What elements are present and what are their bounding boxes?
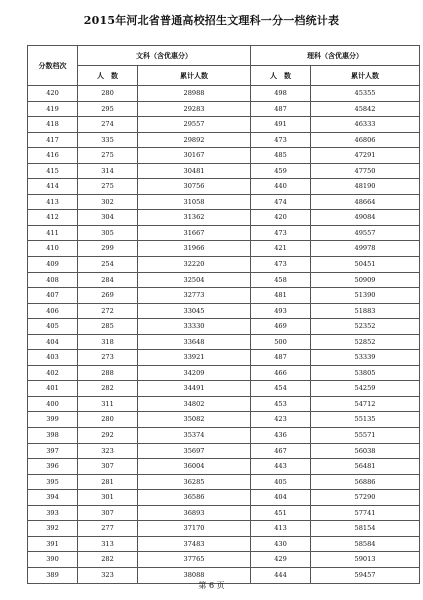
science-cumulative-cell: 52852 (311, 334, 420, 350)
score-cell: 405 (28, 319, 78, 335)
science-cumulative-cell: 52352 (311, 319, 420, 335)
science-count-cell: 473 (251, 132, 311, 148)
arts-cumulative-cell: 33921 (138, 350, 251, 366)
arts-cumulative-cell: 33648 (138, 334, 251, 350)
score-cell: 392 (28, 521, 78, 537)
table-row (28, 210, 420, 226)
arts-count-cell: 323 (78, 567, 138, 583)
arts-cumulative-cell: 36004 (138, 459, 251, 475)
arts-cumulative-cell: 38088 (138, 567, 251, 583)
science-group-header: 理科（含优惠分） (251, 46, 420, 66)
score-cell: 409 (28, 257, 78, 273)
science-count-cell: 458 (251, 272, 311, 288)
science-cumulative-cell: 46333 (311, 117, 420, 133)
arts-cumulative-cell: 31966 (138, 241, 251, 257)
science-cumulative-cell: 59457 (311, 567, 420, 583)
science-count-cell: 481 (251, 288, 311, 304)
score-cell: 398 (28, 428, 78, 444)
arts-count-cell: 301 (78, 490, 138, 506)
science-count-cell: 453 (251, 396, 311, 412)
science-count-cell: 430 (251, 536, 311, 552)
table-row (28, 350, 420, 366)
arts-cumulative-cell: 35697 (138, 443, 251, 459)
arts-count-cell: 299 (78, 241, 138, 257)
arts-cumulative-cell: 36586 (138, 490, 251, 506)
table-row (28, 412, 420, 428)
science-count-cell: 444 (251, 567, 311, 583)
table-row (28, 117, 420, 133)
science-cumulative-cell: 53339 (311, 350, 420, 366)
arts-cumulative-cell: 31667 (138, 225, 251, 241)
score-cell: 408 (28, 272, 78, 288)
arts-group-header: 文科（含优惠分） (78, 46, 251, 66)
science-count-cell: 487 (251, 101, 311, 117)
science-cumulative-cell: 58584 (311, 536, 420, 552)
science-count-cell: 459 (251, 163, 311, 179)
science-count-cell: 443 (251, 459, 311, 475)
arts-count-cell: 281 (78, 474, 138, 490)
score-column-header: 分数档次 (28, 46, 78, 86)
table-row (28, 241, 420, 257)
science-cumulative-cell: 45842 (311, 101, 420, 117)
arts-cumulative-cell: 35374 (138, 428, 251, 444)
arts-count-cell: 273 (78, 350, 138, 366)
arts-count-cell: 318 (78, 334, 138, 350)
arts-cumulative-cell: 30167 (138, 148, 251, 164)
science-cumulative-cell: 48664 (311, 194, 420, 210)
arts-cumulative-cell: 34209 (138, 365, 251, 381)
science-count-cell: 493 (251, 303, 311, 319)
science-count-cell: 469 (251, 319, 311, 335)
science-count-cell: 405 (251, 474, 311, 490)
score-cell: 413 (28, 194, 78, 210)
score-cell: 412 (28, 210, 78, 226)
arts-count-cell: 282 (78, 381, 138, 397)
score-cell: 403 (28, 350, 78, 366)
science-cumulative-cell: 55135 (311, 412, 420, 428)
science-cumulative-cell: 51883 (311, 303, 420, 319)
page-number: 第 6 页 (198, 581, 225, 590)
science-cumulative-cell: 47291 (311, 148, 420, 164)
science-cumulative-cell: 56481 (311, 459, 420, 475)
score-cell: 406 (28, 303, 78, 319)
arts-count-cell: 275 (78, 148, 138, 164)
table-row (28, 365, 420, 381)
arts-count-cell: 305 (78, 225, 138, 241)
score-cell: 418 (28, 117, 78, 133)
score-cell: 402 (28, 365, 78, 381)
arts-cumulative-cell: 37765 (138, 552, 251, 568)
science-cumulative-cell: 49084 (311, 210, 420, 226)
science-count-cell: 440 (251, 179, 311, 195)
score-cell: 401 (28, 381, 78, 397)
science-cumulative-cell: 58154 (311, 521, 420, 537)
table-row (28, 428, 420, 444)
science-cumulative-cell: 47750 (311, 163, 420, 179)
arts-count-cell: 307 (78, 505, 138, 521)
table-row (28, 505, 420, 521)
arts-cumulative-cell: 33045 (138, 303, 251, 319)
table-row (28, 303, 420, 319)
arts-count-cell: 307 (78, 459, 138, 475)
table-row (28, 396, 420, 412)
science-cumulative-cell: 55571 (311, 428, 420, 444)
science-count-cell: 473 (251, 257, 311, 273)
arts-count-cell: 323 (78, 443, 138, 459)
score-cell: 396 (28, 459, 78, 475)
science-count-cell: 500 (251, 334, 311, 350)
science-count-cell: 467 (251, 443, 311, 459)
page-title: 2015年河北省普通高校招生文理科一分一档统计表 (83, 14, 340, 27)
science-count-cell: 423 (251, 412, 311, 428)
science-cumulative-cell: 54259 (311, 381, 420, 397)
score-cell: 394 (28, 490, 78, 506)
science-cumulative-cell: 56038 (311, 443, 420, 459)
arts-count-cell: 288 (78, 365, 138, 381)
table-row (28, 536, 420, 552)
arts-cumulative-cell: 31362 (138, 210, 251, 226)
score-cell: 410 (28, 241, 78, 257)
arts-cumulative-cell: 37170 (138, 521, 251, 537)
score-cell: 404 (28, 334, 78, 350)
science-cumulative-cell: 50451 (311, 257, 420, 273)
table-row (28, 148, 420, 164)
science-cumulative-cell: 50909 (311, 272, 420, 288)
score-cell: 411 (28, 225, 78, 241)
arts-cumulative-cell: 34491 (138, 381, 251, 397)
score-cell: 419 (28, 101, 78, 117)
arts-count-cell: 277 (78, 521, 138, 537)
science-count-cell: 485 (251, 148, 311, 164)
science-cumulative-cell: 45355 (311, 86, 420, 102)
science-count-cell: 454 (251, 381, 311, 397)
arts-cumulative-cell: 32220 (138, 257, 251, 273)
table-row (28, 490, 420, 506)
arts-count-cell: 282 (78, 552, 138, 568)
score-cell: 415 (28, 163, 78, 179)
science-cumulative-cell: 54712 (311, 396, 420, 412)
science-cumulative-header: 累计人数 (311, 66, 420, 86)
score-distribution-table (27, 45, 420, 584)
science-cumulative-cell: 57741 (311, 505, 420, 521)
table-row (28, 225, 420, 241)
science-count-cell: 436 (251, 428, 311, 444)
arts-cumulative-cell: 29283 (138, 101, 251, 117)
table-row (28, 443, 420, 459)
arts-count-cell: 269 (78, 288, 138, 304)
table-row (28, 521, 420, 537)
table-row (28, 257, 420, 273)
table-row (28, 334, 420, 350)
arts-count-cell: 311 (78, 396, 138, 412)
arts-count-cell: 284 (78, 272, 138, 288)
score-cell: 417 (28, 132, 78, 148)
table-row (28, 194, 420, 210)
table-row (28, 288, 420, 304)
score-cell: 397 (28, 443, 78, 459)
science-cumulative-cell: 56886 (311, 474, 420, 490)
score-cell: 420 (28, 86, 78, 102)
score-cell: 390 (28, 552, 78, 568)
arts-cumulative-cell: 32773 (138, 288, 251, 304)
arts-count-cell: 302 (78, 194, 138, 210)
table-row (28, 272, 420, 288)
arts-count-cell: 313 (78, 536, 138, 552)
table-row (28, 474, 420, 490)
science-cumulative-cell: 49557 (311, 225, 420, 241)
arts-count-cell: 280 (78, 412, 138, 428)
science-count-cell: 473 (251, 225, 311, 241)
science-count-cell: 498 (251, 86, 311, 102)
science-count-cell: 404 (251, 490, 311, 506)
arts-cumulative-cell: 34802 (138, 396, 251, 412)
science-cumulative-cell: 59013 (311, 552, 420, 568)
arts-cumulative-cell: 30481 (138, 163, 251, 179)
arts-cumulative-cell: 36285 (138, 474, 251, 490)
arts-count-cell: 304 (78, 210, 138, 226)
arts-count-cell: 275 (78, 179, 138, 195)
table-body (28, 86, 420, 584)
science-count-cell: 487 (251, 350, 311, 366)
science-count-cell: 413 (251, 521, 311, 537)
score-cell: 393 (28, 505, 78, 521)
table-row (28, 552, 420, 568)
table-header (28, 46, 420, 86)
arts-cumulative-cell: 28988 (138, 86, 251, 102)
science-count-cell: 421 (251, 241, 311, 257)
table-row (28, 132, 420, 148)
score-cell: 407 (28, 288, 78, 304)
arts-count-cell: 274 (78, 117, 138, 133)
arts-count-cell: 254 (78, 257, 138, 273)
arts-count-header: 人 数 (78, 66, 138, 86)
table-row (28, 459, 420, 475)
arts-cumulative-cell: 31058 (138, 194, 251, 210)
table-row (28, 381, 420, 397)
science-count-cell: 429 (251, 552, 311, 568)
arts-cumulative-cell: 29557 (138, 117, 251, 133)
arts-count-cell: 292 (78, 428, 138, 444)
score-cell: 391 (28, 536, 78, 552)
score-cell: 389 (28, 567, 78, 583)
score-cell: 395 (28, 474, 78, 490)
score-cell: 400 (28, 396, 78, 412)
science-cumulative-cell: 57290 (311, 490, 420, 506)
science-cumulative-cell: 49978 (311, 241, 420, 257)
arts-count-cell: 335 (78, 132, 138, 148)
science-count-cell: 474 (251, 194, 311, 210)
arts-cumulative-cell: 35082 (138, 412, 251, 428)
science-cumulative-cell: 48190 (311, 179, 420, 195)
arts-cumulative-header: 累计人数 (138, 66, 251, 86)
science-cumulative-cell: 53805 (311, 365, 420, 381)
table-row (28, 163, 420, 179)
score-cell: 414 (28, 179, 78, 195)
science-count-cell: 451 (251, 505, 311, 521)
arts-cumulative-cell: 32504 (138, 272, 251, 288)
table-row (28, 101, 420, 117)
table-row (28, 86, 420, 102)
table-row (28, 179, 420, 195)
science-cumulative-cell: 51390 (311, 288, 420, 304)
science-count-cell: 466 (251, 365, 311, 381)
table-row (28, 319, 420, 335)
science-count-cell: 491 (251, 117, 311, 133)
arts-count-cell: 272 (78, 303, 138, 319)
arts-count-cell: 285 (78, 319, 138, 335)
score-cell: 416 (28, 148, 78, 164)
arts-count-cell: 314 (78, 163, 138, 179)
arts-cumulative-cell: 29892 (138, 132, 251, 148)
science-count-header: 人 数 (251, 66, 311, 86)
arts-count-cell: 280 (78, 86, 138, 102)
science-count-cell: 420 (251, 210, 311, 226)
arts-cumulative-cell: 33330 (138, 319, 251, 335)
arts-cumulative-cell: 37483 (138, 536, 251, 552)
arts-cumulative-cell: 36893 (138, 505, 251, 521)
arts-cumulative-cell: 30756 (138, 179, 251, 195)
science-cumulative-cell: 46806 (311, 132, 420, 148)
score-cell: 399 (28, 412, 78, 428)
arts-count-cell: 295 (78, 101, 138, 117)
